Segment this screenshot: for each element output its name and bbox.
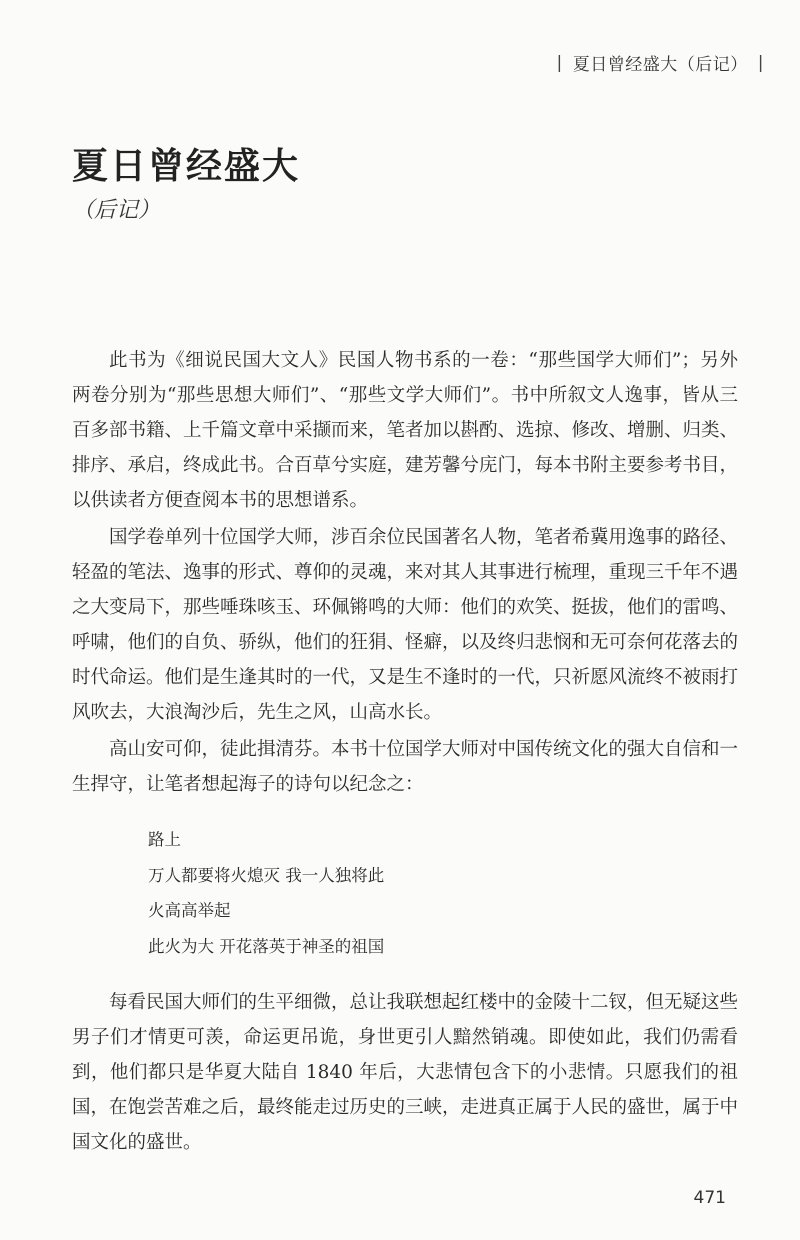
body-text (72, 343, 738, 804)
poem-line: 万人都要将火熄灭 我一人独将此 (148, 865, 385, 885)
header-bar-left: | (556, 52, 563, 73)
poem-line: 路上 (148, 830, 181, 849)
running-header-title: 夏日曾经盛大（后记） (572, 55, 748, 75)
closing-paragraph: 每看民国大师们的生平细微，总让我联想起红楼中的金陵十二钗，但无疑这些男子们才情更可羡，命运更吊诡，身世更引人黯然销魂。即使如此，我们仍需看到，他们都只是华夏大陆自 1840 年后，大悲情包含下的小悲情。只愿我们的祖国，在饱尝苦难之后，最终能走过历史的三峡，走进真正属于人民的盛世，属于中国文化的盛世。 (72, 992, 739, 1153)
poem-line: 火高高举起 (148, 901, 231, 920)
paragraph-1: 此书为《细说民国大文人》民国人物书系的一卷：“那些国学大师们”；另外两卷分别为“那些思想大师们”、“那些文学大师们”。书中所叙文人逸事，皆从三百多部书籍、上千篇文章中采撷而来，笔者加以斟酌、选掠、修改、增删、归类、排序、承启，终成此书。合百草兮实庭，建芳馨兮庑门，每本书附主要参考书目，以供读者方便查阅本书的思想谱系。 (72, 350, 739, 511)
poem-quote (148, 822, 384, 964)
poem-line: 此火为大 开花落英于神圣的祖国 (148, 936, 385, 956)
running-header (557, 50, 764, 75)
chapter-title: 夏日曾经盛大 (72, 145, 301, 187)
chapter-subtitle: （后记） (72, 198, 161, 223)
paragraph-2: 国学卷单列十位国学大师，涉百余位民国著名人物，笔者希冀用逸事的路径、轻盈的笔法、逸事的形式、尊仰的灵魂，来对其人其事进行梳理，重现三千年不遇之大变局下，那些唾珠咳玉、环佩锵鸣的大师：他们的欢笑、挺拔，他们的雷鸣、呼啸，他们的自负、骄纵，他们的狂狷、怪癖，以及终归悲悯和无可奈何花落去的时代命运。他们是生逢其时的一代，又是生不逢时的一代，只祈愿风流终不被雨打风吹去，大浪淘沙后，先生之风，山高水长。 (72, 527, 739, 723)
closing-text (72, 985, 738, 1160)
page-number: 471 (693, 1188, 726, 1208)
header-bar-right: | (757, 52, 764, 73)
paragraph-3: 高山安可仰，徒此揖清芬。本书十位国学大师对中国传统文化的强大自信和一生捍守，让笔者想起海子的诗句以纪念之： (72, 739, 739, 795)
